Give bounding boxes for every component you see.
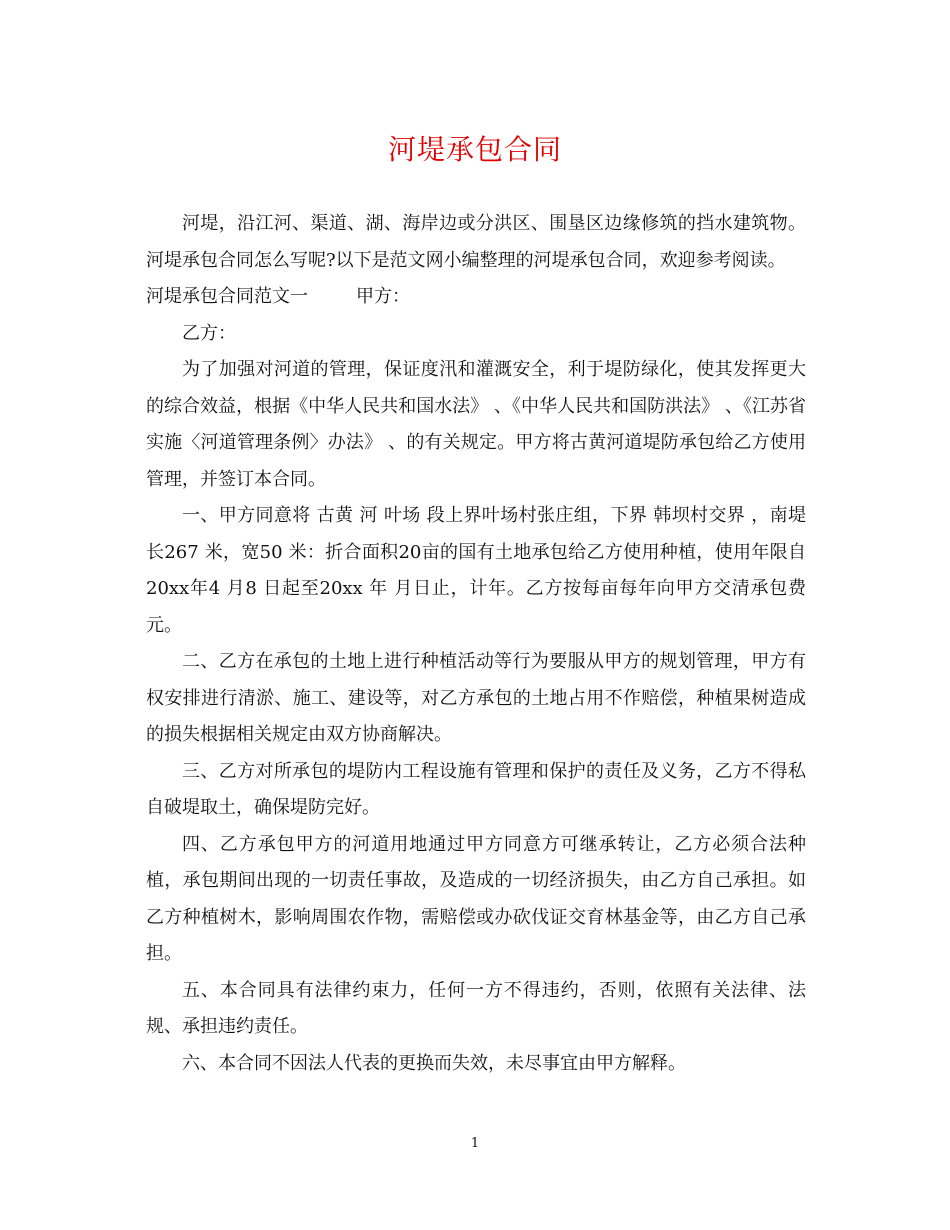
party-b-label: 乙方：	[182, 322, 236, 344]
clause-3: 三、乙方对所承包的堤防内工程设施有管理和保护的责任及义务，乙方不得私自破堤取土，确保堤防完好。	[146, 760, 806, 818]
clause-5: 五、本合同具有法律约束力，任何一方不得违约，否则，依照有关法律、法规、承担违约责任。	[146, 979, 806, 1037]
party-a-label: 甲方：	[356, 286, 410, 307]
sample-heading-line	[146, 279, 806, 316]
document-body	[146, 206, 806, 1082]
clause-2: 二、乙方在承包的土地上进行种植活动等行为要服从甲方的规划管理，甲方有权安排进行清淤、施工、建设等，对乙方承包的土地占用不作赔偿，种植果树造成的损失根据相关规定由双方协商解决。	[146, 651, 806, 745]
clause-1: 一、甲方同意将 古黄 河 叶场 段上界叶场村张庄组，下界 韩坝村交界 ，南堤长267 米，宽50 米：折合面积20亩的国有土地承包给乙方使用种植，使用年限自20xx年4 月8 日起至20xx 年 月日止，计年。乙方按每亩每年向甲方交清承包费元。	[146, 505, 806, 636]
sample-heading: 河堤承包合同范文一	[146, 286, 308, 307]
clause-6: 六、本合同不因法人代表的更换而失效，未尽事宜由甲方解释。	[182, 1052, 686, 1074]
clause-4: 四、乙方承包甲方的河道用地通过甲方同意方可继承转让，乙方必须合法种植，承包期间出现的一切责任事故，及造成的一切经济损失，由乙方自己承担。如乙方种植树木，影响周围农作物，需赔偿或办砍伐证交育林基金等，由乙方自己承担。	[146, 833, 806, 964]
intro-paragraph: 河堤，沿江河、渠道、湖、海岸边或分洪区、围垦区边缘修筑的挡水建筑物。河堤承包合同怎么写呢?以下是范文网小编整理的河堤承包合同，欢迎参考阅读。	[146, 213, 806, 271]
document-title: 河堤承包合同	[387, 133, 562, 166]
contract-paragraph: 为了加强对河道的管理，保证度汛和灌溉安全，利于堤防绿化，使其发挥更大的综合效益，根据《中华人民共和国水法》 、《中华人民共和国防洪法》 、《江苏省实施〈河道管理条例〉办法》 、的有关规定。甲方将古黄河道堤防承包给乙方使用管理，并签订本合同。	[146, 359, 806, 490]
page-number: 1	[470, 1136, 480, 1151]
